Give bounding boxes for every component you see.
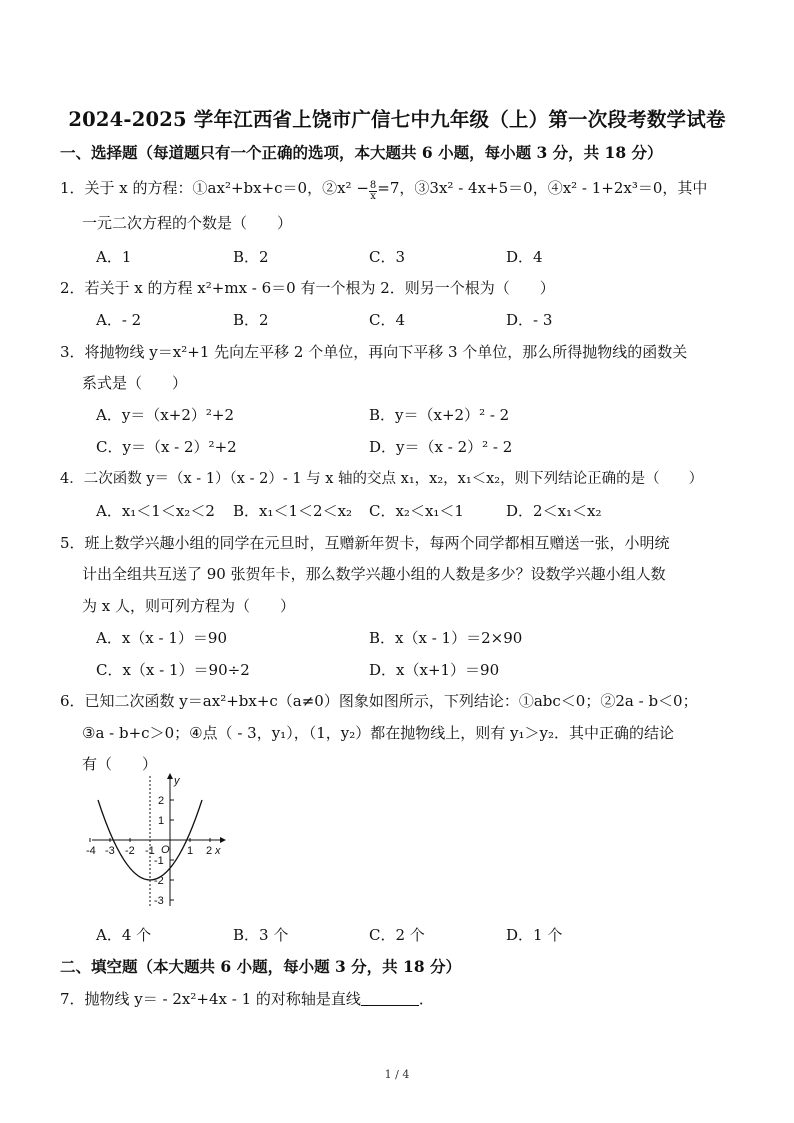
y-tick-label: 2 (158, 795, 165, 807)
question-4-option-a[interactable]: A．x₁＜1＜x₂＜2 (96, 502, 215, 520)
y-tick-label: -2 (154, 875, 164, 887)
question-5-line-2: 计出全组共互送了 90 张贺年卡，那么数学兴趣小组的人数是多少？设数学兴趣小组人数 (82, 565, 666, 583)
section-heading-fill-in: 二、填空题（本大题共 6 小题，每小题 3 分，共 18 分） (60, 957, 462, 976)
fraction-numerator: 8 (369, 180, 377, 191)
question-6-option-a[interactable]: A．4 个 (96, 926, 152, 944)
question-1-option-c[interactable]: C．3 (369, 248, 406, 266)
question-1-text-a: 1．关于 x 的方程：①ax²+bx+c＝0，②x² − (60, 179, 369, 197)
question-1-option-a[interactable]: A．1 (96, 248, 132, 266)
question-1-text-b: =7，③3x² - 4x+5＝0，④x² - 1+2x³＝0，其中 (377, 179, 708, 197)
question-1-line-2: 一元二次方程的个数是（ ） (82, 214, 293, 232)
question-5-line-3: 为 x 人，则可列方程为（ ） (82, 597, 295, 615)
question-2-option-b[interactable]: B．2 (233, 311, 269, 329)
fraction-denominator: x (370, 191, 376, 202)
answer-blank[interactable] (361, 991, 419, 1006)
y-axis-label: y (174, 775, 180, 787)
y-tick-label: -3 (154, 895, 164, 907)
question-6-line-1: 6．已知二次函数 y＝ax²+bx+c（a≠0）图象如图所示，下列结论：①abc＜0；②2a - b＜0； (60, 692, 698, 710)
y-tick-label: -1 (154, 855, 164, 867)
x-tick-label: -4 (86, 845, 96, 857)
question-2-option-c[interactable]: C．4 (369, 311, 406, 329)
question-4-option-d[interactable]: D．2＜x₁＜x₂ (506, 502, 602, 520)
question-6-line-3: 有（ ） (82, 755, 158, 773)
question-2-line-1: 2．若关于 x 的方程 x²+mx - 6＝0 有一个根为 2．则另一个根为（ ） (60, 279, 555, 297)
question-5-option-d[interactable]: D．x（x+1）＝90 (369, 661, 500, 679)
question-5-option-c[interactable]: C．x（x - 1）＝90÷2 (96, 661, 250, 679)
question-3-option-b[interactable]: B．y＝（x+2）² - 2 (369, 406, 510, 424)
origin-label: O (161, 844, 170, 856)
x-tick-label: -3 (105, 845, 115, 857)
question-3-line-1: 3．将抛物线 y＝x²+1 先向左平移 2 个单位，再向下平移 3 个单位，那么所得抛物线的函数关 (60, 343, 688, 361)
x-tick-label: 2 (206, 845, 213, 857)
question-5-option-a[interactable]: A．x（x - 1）＝90 (96, 629, 227, 647)
question-4-option-b[interactable]: B．x₁＜1＜2＜x₂ (233, 502, 353, 520)
section-heading-choice: 一、选择题（每道题只有一个正确的选项，本大题共 6 小题，每小题 3 分，共 18 分） (60, 143, 663, 162)
question-5-line-1: 5．班上数学兴趣小组的同学在元旦时，互赠新年贺卡，每两个同学都相互赠送一张，小明统 (60, 534, 670, 552)
question-2-option-a[interactable]: A．- 2 (96, 311, 142, 329)
x-tick-label: -1 (145, 845, 155, 857)
question-5-option-b[interactable]: B．x（x - 1）＝2×90 (369, 629, 523, 647)
x-axis-arrow (220, 837, 226, 843)
y-tick-label: 1 (158, 815, 165, 827)
y-axis-arrow (167, 773, 173, 779)
question-3-line-2: 系式是（ ） (82, 374, 188, 392)
question-2-option-d[interactable]: D．- 3 (506, 311, 553, 329)
question-1-line-1 (60, 177, 707, 202)
question-7-period: ． (418, 990, 434, 1008)
x-tick-label: 1 (187, 845, 194, 857)
question-6-option-c[interactable]: C．2 个 (369, 926, 425, 944)
question-3-option-c[interactable]: C．y＝（x - 2）²+2 (96, 438, 237, 456)
question-1-option-b[interactable]: B．2 (233, 248, 269, 266)
page-title: 2024-2025 学年江西省上饶市广信七中九年级（上）第一次段考数学试卷 (68, 108, 726, 131)
parabola-graph (88, 772, 228, 912)
question-4-option-c[interactable]: C．x₂＜x₁＜1 (369, 502, 464, 520)
question-6-line-2: ③a - b+c＞0；④点（ - 3，y₁），（1，y₂）都在抛物线上，则有 y₁＞y₂．其中正确的结论 (82, 724, 674, 742)
question-6-option-d[interactable]: D．1 个 (506, 926, 563, 944)
page-number: 1 / 4 (384, 1068, 410, 1081)
x-tick-label: -2 (125, 845, 135, 857)
question-7-line-1 (60, 988, 434, 1010)
question-3-option-d[interactable]: D．y＝（x - 2）² - 2 (369, 438, 513, 456)
x-axis-label: x (215, 845, 221, 857)
question-3-option-a[interactable]: A．y＝（x+2）²+2 (96, 406, 235, 424)
question-6-option-b[interactable]: B．3 个 (233, 926, 289, 944)
question-7-text: 7．抛物线 y＝ - 2x²+4x - 1 的对称轴是直线 (60, 990, 361, 1008)
question-1-option-d[interactable]: D．4 (506, 248, 543, 266)
question-4-line-1: 4．二次函数 y＝（x - 1）（x - 2）- 1 与 x 轴的交点 x₁，x₂，x₁＜x₂，则下列结论正确的是（ ） (60, 471, 704, 487)
